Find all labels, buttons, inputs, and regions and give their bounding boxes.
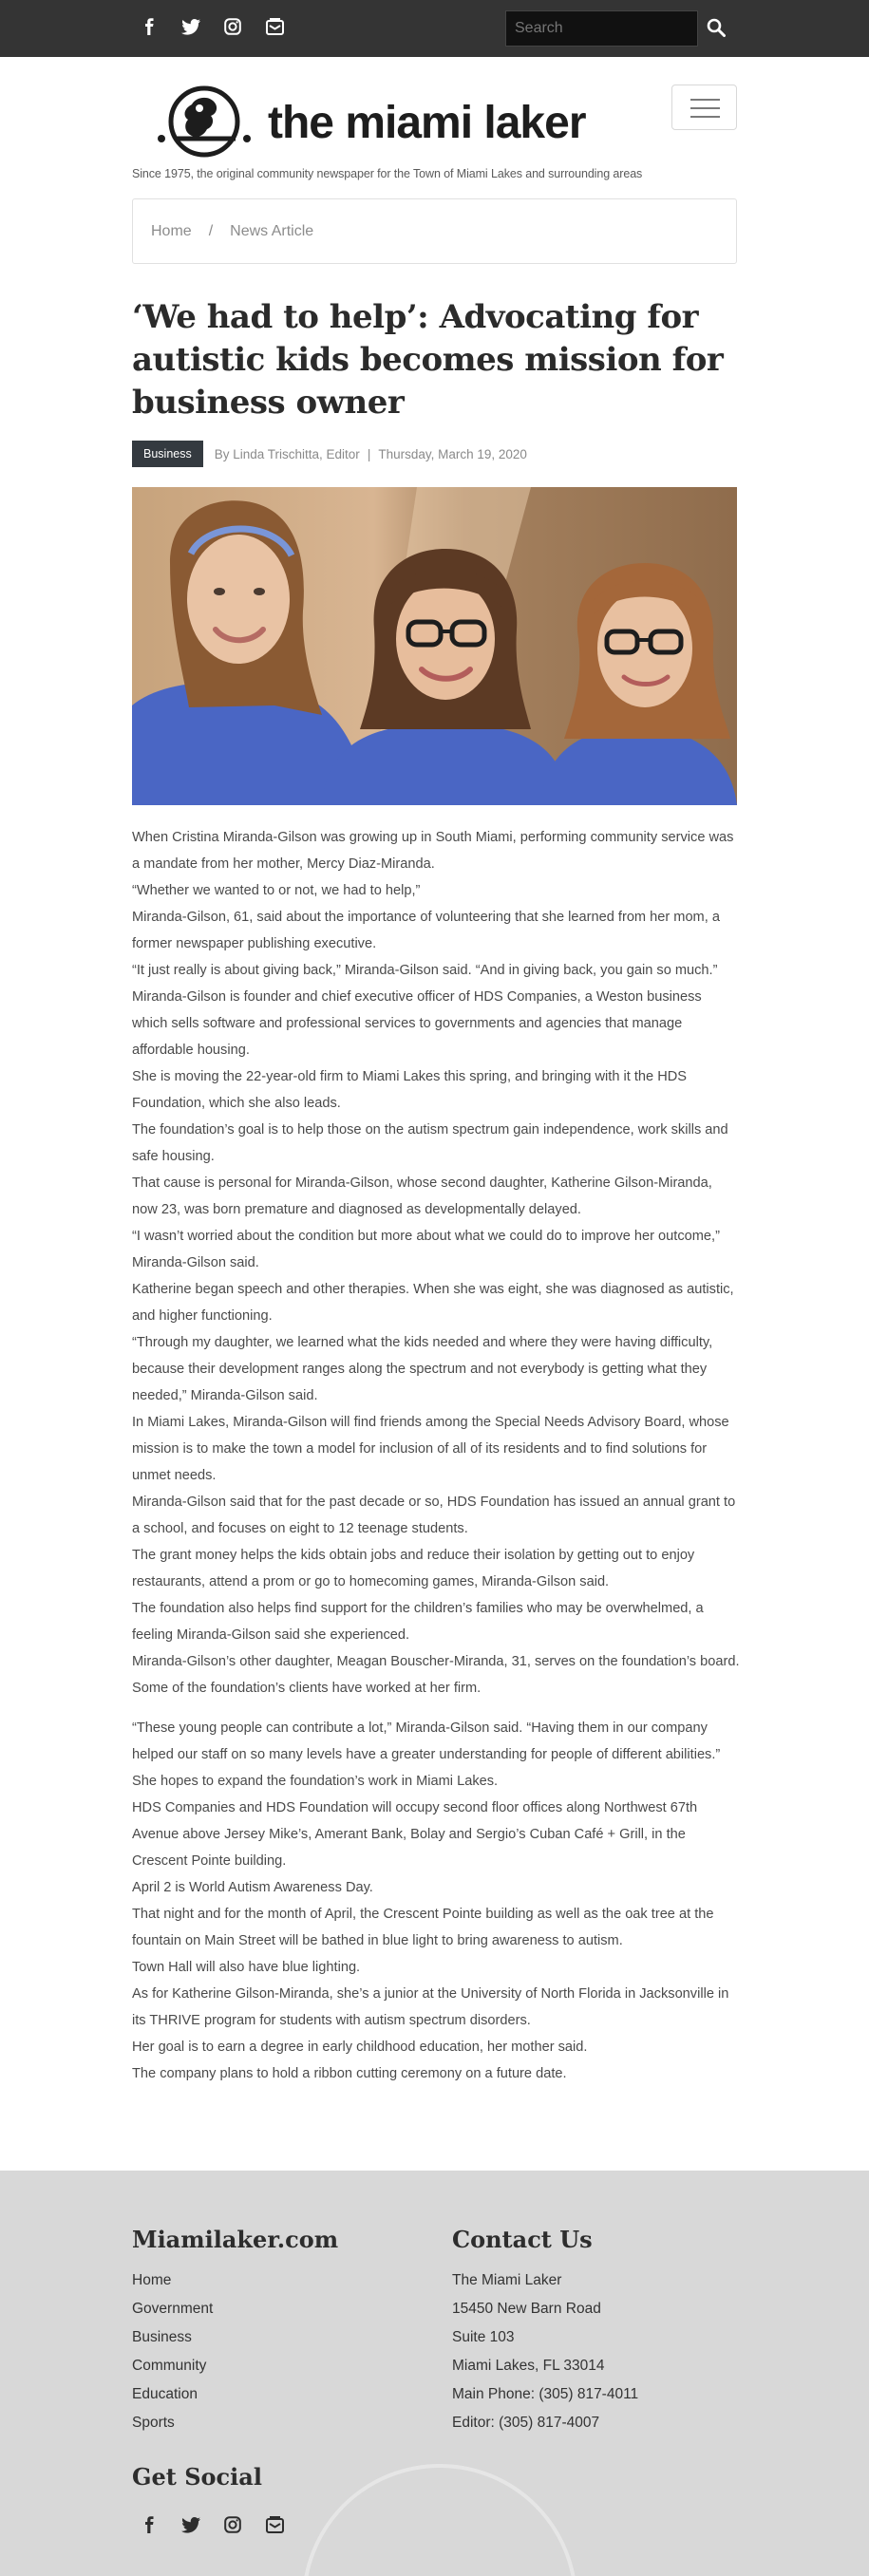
article-paragraph: That night and for the month of April, the Crescent Pointe building as well as the oak tree at the fountain on Main Street will be bathed in blue light to bring awareness to autism. [132,1907,714,1948]
article-paragraph: Miranda-Gilson’s other daughter, Meagan Bouscher-Miranda, 31, serves on the foundation’s board. Some of the foundation’s clients have worked at her firm. [132,1654,740,1696]
article-paragraph: That cause is personal for Miranda-Gilson, whose second daughter, Katherine Gilson-Miranda, now 23, was born premature and diagnosed as developmentally delayed. [132,1175,712,1217]
article-paragraph: Miranda-Gilson said that for the past decade or so, HDS Foundation has issued an annual grant to a school, and focuses on eight to 12 teenage students. [132,1495,736,1536]
article-paragraph: Miranda-Gilson, 61, said about the importance of volunteering that she learned from her mom, a former newspaper publishing executive. [132,910,720,951]
top-bar [0,0,869,57]
footer-contact-title: Contact Us [452,2226,593,2253]
article-meta [132,440,527,468]
article-paragraph: In Miami Lakes, Miranda-Gilson will find friends among the Special Needs Advisory Board, whose mission is to make the town a model for inclusion of all of its residents and to find solutions for unmet needs. [132,1415,729,1483]
category-badge[interactable]: Business [132,441,203,467]
article-paragraph: “Whether we wanted to or not, we had to help,” [132,883,421,898]
contact-name: The Miami Laker [452,2272,562,2288]
article-paragraph: HDS Companies and HDS Foundation will occupy second floor offices along Northwest 67th Avenue above Jersey Mike’s, Amerant Bank, Bolay and Sergio’s Cuban Café + Grill, in the Crescent Pointe building. [132,1800,698,1869]
footer-link-business[interactable]: Business [132,2329,192,2345]
footer-link-home[interactable]: Home [132,2272,172,2288]
article-paragraph: “These young people can contribute a lot,” Miranda-Gilson said. “Having them in our company helped our staff on so many levels have a greater understanding for people of different abilities.” [132,1720,721,1762]
footer-link-sports[interactable]: Sports [132,2415,175,2431]
footer-link-education[interactable]: Education [132,2386,198,2402]
article-paragraph: The grant money helps the kids obtain jobs and reduce their isolation by getting out to enjoy restaurants, attend a prom or go to homecoming games, Miranda-Gilson said. [132,1548,695,1589]
footer-site-title: Miamilaker.com [132,2226,339,2253]
article-photo [132,487,737,805]
article-byline: By Linda Trischitta, Editor [214,446,360,461]
twitter-icon[interactable] [180,2514,201,2535]
article-paragraph: “I wasn’t worried about the condition but more about what we could do to improve her outcome,” Miranda-Gilson said. [132,1229,720,1270]
article-paragraph: Her goal is to earn a degree in early childhood education, her mother said. [132,2040,588,2055]
article-paragraph: Katherine began speech and other therapies. When she was eight, she was diagnosed as autistic, and higher functioning. [132,1282,734,1324]
hamburger-icon [690,99,720,101]
meta-separator: | [367,446,371,461]
footer-link-government[interactable]: Government [132,2301,214,2317]
footer-link-community[interactable]: Community [132,2358,207,2374]
article-body [132,824,740,2087]
footer-links-column [132,2226,338,2437]
site-tagline: Since 1975, the original community newspaper for the Town of Miami Lakes and surrounding areas [132,167,643,180]
newsletter-icon[interactable] [264,16,285,37]
site-footer [0,2171,869,2576]
breadcrumb [132,198,737,264]
article-paragraph: April 2 is World Autism Awareness Day. [132,1880,373,1895]
facebook-icon[interactable] [139,16,160,37]
article-paragraph: The foundation’s goal is to help those on the autism spectrum gain independence, work skills and safe housing. [132,1122,728,1164]
social-links-top [139,16,285,37]
article-date: Thursday, March 19, 2020 [378,446,527,461]
twitter-icon[interactable] [180,16,201,37]
article-paragraph: “It just really is about giving back,” Miranda-Gilson said. “And in giving back, you gain so much.” [132,963,718,978]
instagram-icon[interactable] [222,16,243,37]
article-paragraph: The foundation also helps find support for the children’s families who may be overwhelmed, a feeling Miranda-Gilson said she experienced. [132,1601,704,1643]
menu-toggle-button[interactable] [671,85,737,130]
article-paragraph: Town Hall will also have blue lighting. [132,1960,361,1975]
breadcrumb-current: News Article [230,222,314,239]
search-icon[interactable] [707,18,727,39]
article-paragraph: The company plans to hold a ribbon cutting ceremony on a future date. [132,2066,567,2081]
article-paragraph: Miranda-Gilson is founder and chief executive officer of HDS Companies, a Weston business which sells software and professional services to governments and agencies that manage affordable housing. [132,989,702,1058]
contact-main-phone: Main Phone: (305) 817-4011 [452,2386,639,2402]
facebook-icon[interactable] [139,2514,160,2535]
newsletter-icon[interactable] [264,2514,285,2535]
article-headline: ‘We had to help’: Advocating for autistic kids becomes mission for business owner [132,298,724,422]
contact-city: Miami Lakes, FL 33014 [452,2358,605,2374]
article-paragraph: “Through my daughter, we learned what the kids needed and where they were having difficulty, because their development ranges along the spectrum and not everybody is getting what they needed,” Miranda-Gilson said. [132,1335,713,1403]
contact-address: 15450 New Barn Road [452,2301,601,2317]
contact-suite: Suite 103 [452,2329,515,2345]
article-paragraph: When Cristina Miranda-Gilson was growing up in South Miami, performing community service was a mandate from her mother, Mercy Diaz-Miranda. [132,830,734,872]
article-paragraph: She hopes to expand the foundation’s work in Miami Lakes. [132,1774,499,1789]
footer-contact-column [452,2226,638,2437]
social-links-footer [139,2514,285,2535]
article-paragraph: She is moving the 22-year-old firm to Miami Lakes this spring, and bringing with it the HDS Foundation, which she also leads. [132,1069,688,1111]
search-input[interactable] [505,10,698,47]
breadcrumb-separator: / [208,222,214,239]
logo-text: the miami laker [268,98,586,148]
footer-watermark-logo [302,2464,577,2576]
site-logo[interactable] [142,84,617,161]
footer-social-title: Get Social [132,2463,262,2491]
breadcrumb-home-link[interactable]: Home [151,222,192,239]
article-paragraph: As for Katherine Gilson-Miranda, she’s a junior at the University of North Florida in Jacksonville in its THRIVE program for students with autism spectrum disorders. [132,1986,729,2028]
contact-editor-phone: Editor: (305) 817-4007 [452,2415,600,2431]
instagram-icon[interactable] [222,2514,243,2535]
